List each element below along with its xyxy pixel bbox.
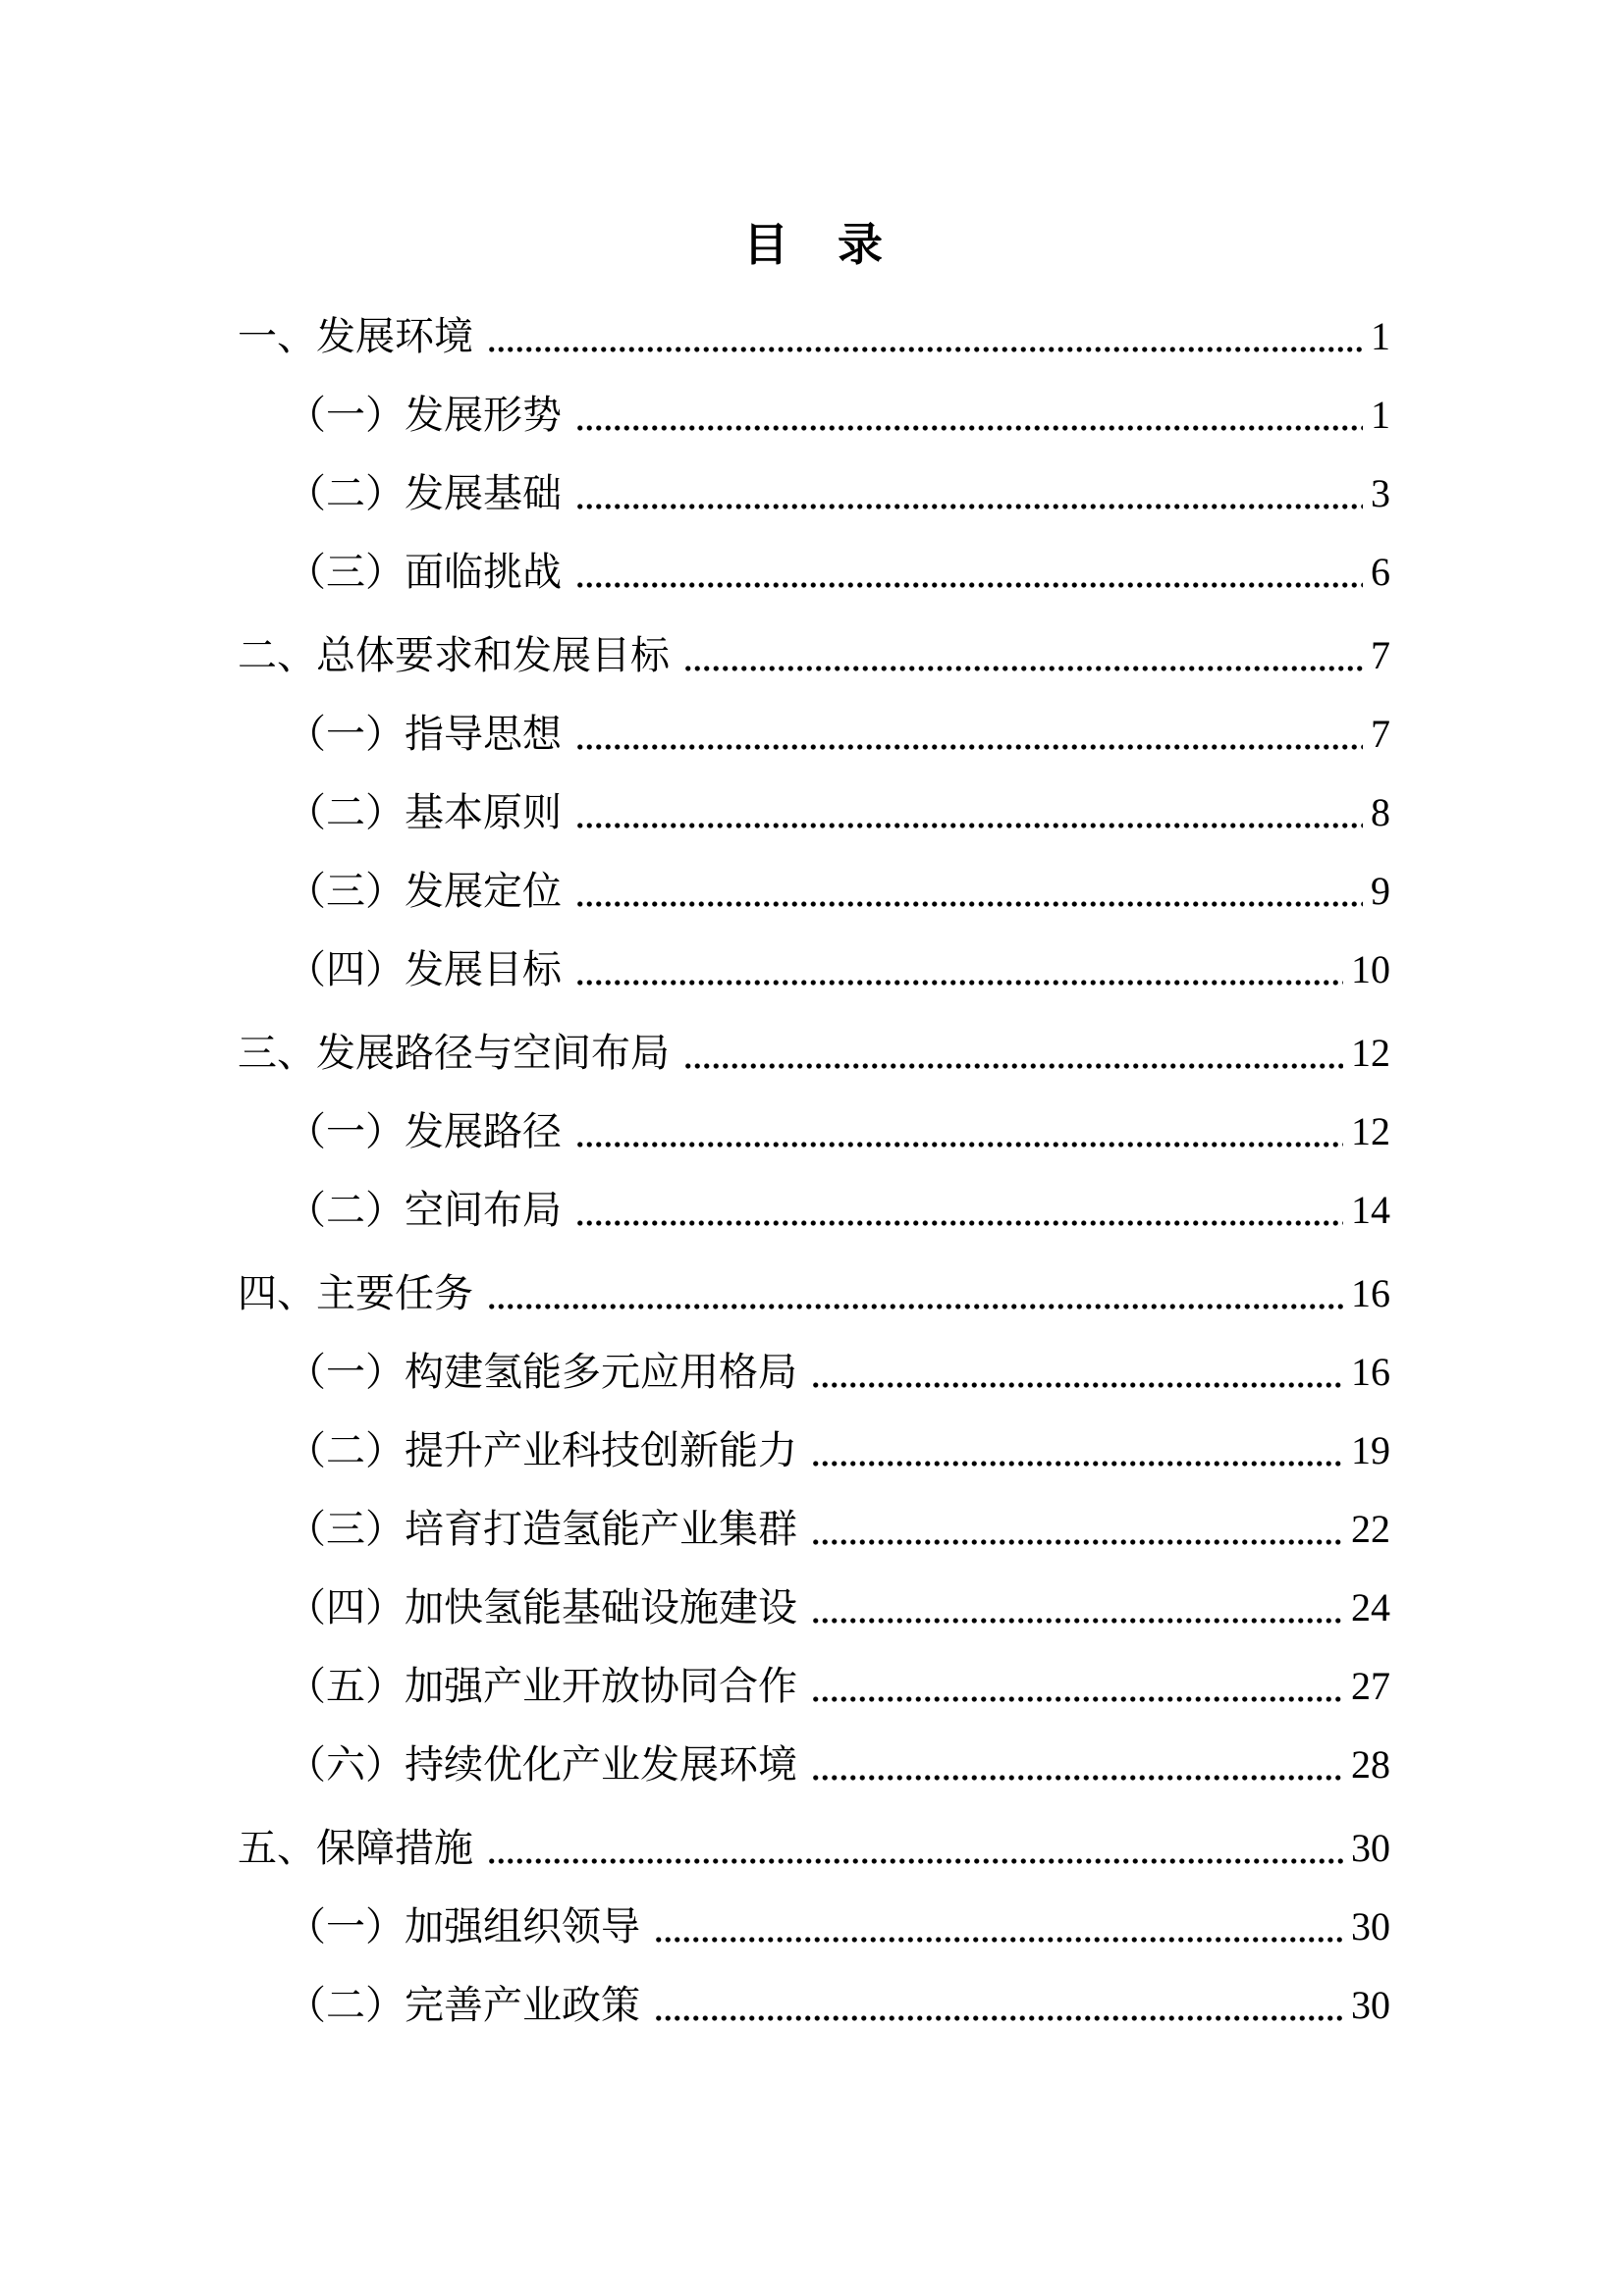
toc-entry-label: （一）发展路径 <box>287 1109 562 1153</box>
dot-leader <box>811 1537 1343 1547</box>
toc-entry[interactable] <box>238 1888 1390 1966</box>
toc-entry-page: 7 <box>1371 712 1390 756</box>
toc-entry[interactable] <box>238 1255 1390 1333</box>
toc-entry-label: （一）加强组织领导 <box>287 1904 640 1949</box>
dot-leader <box>811 1616 1343 1626</box>
toc-list <box>238 297 1390 2045</box>
toc-entry-page: 1 <box>1371 393 1390 437</box>
toc-entry[interactable] <box>238 1093 1390 1171</box>
dot-leader <box>575 1218 1343 1228</box>
toc-entry-page: 6 <box>1371 550 1390 594</box>
dot-leader <box>811 1380 1343 1390</box>
toc-entry-page: 30 <box>1351 1904 1390 1949</box>
toc-entry-label: （二）提升产业科技创新能力 <box>287 1428 797 1472</box>
toc-entry[interactable] <box>238 1333 1390 1412</box>
toc-entry-label: （三）面临挑战 <box>287 550 562 594</box>
dot-leader <box>575 502 1363 511</box>
toc-entry[interactable] <box>238 695 1390 774</box>
toc-entry[interactable] <box>238 931 1390 1009</box>
dot-leader <box>575 742 1363 752</box>
toc-entry[interactable] <box>238 1809 1390 1888</box>
toc-entry[interactable] <box>238 1569 1390 1647</box>
toc-entry-label: （二）基本原则 <box>287 790 562 834</box>
dot-leader <box>683 1061 1343 1071</box>
toc-entry-page: 3 <box>1371 471 1390 515</box>
dot-leader <box>575 580 1363 590</box>
toc-entry-page: 8 <box>1371 790 1390 834</box>
toc-entry[interactable] <box>238 1966 1390 2045</box>
dot-leader <box>811 1694 1343 1704</box>
toc-entry-label: （六）持续优化产业发展环境 <box>287 1742 797 1787</box>
toc-entry-page: 14 <box>1351 1188 1390 1232</box>
toc-entry[interactable] <box>238 533 1390 612</box>
toc-entry[interactable] <box>238 774 1390 852</box>
dot-leader <box>575 821 1363 830</box>
toc-entry-page: 1 <box>1371 314 1390 358</box>
toc-entry-page: 30 <box>1351 1983 1390 2027</box>
toc-entry-page: 30 <box>1351 1826 1390 1870</box>
dot-leader <box>487 345 1363 354</box>
toc-entry-page: 24 <box>1351 1585 1390 1629</box>
toc-entry-label: （四）发展目标 <box>287 947 562 991</box>
toc-entry-label: （一）发展形势 <box>287 393 562 437</box>
toc-entry[interactable] <box>238 852 1390 931</box>
toc-entry[interactable] <box>238 1171 1390 1250</box>
dot-leader <box>575 899 1363 909</box>
dot-leader <box>811 1459 1343 1468</box>
toc-entry[interactable] <box>238 1412 1390 1490</box>
toc-entry[interactable] <box>238 297 1390 376</box>
toc-entry-page: 10 <box>1351 947 1390 991</box>
toc-entry-page: 28 <box>1351 1742 1390 1787</box>
toc-entry-label: （三）培育打造氢能产业集群 <box>287 1507 797 1551</box>
dot-leader <box>683 664 1363 673</box>
toc-entry-label: （四）加快氢能基础设施建设 <box>287 1585 797 1629</box>
toc-entry-label: 四、主要任务 <box>238 1271 473 1315</box>
toc-entry-page: 19 <box>1351 1428 1390 1472</box>
toc-entry-label: （二）空间布局 <box>287 1188 562 1232</box>
toc-entry-label: （二）完善产业政策 <box>287 1983 640 2027</box>
toc-entry-page: 16 <box>1351 1271 1390 1315</box>
dot-leader <box>487 1302 1343 1311</box>
toc-entry[interactable] <box>238 1647 1390 1726</box>
dot-leader <box>575 423 1363 433</box>
toc-title: 目 录 <box>743 220 885 270</box>
toc-entry-page: 7 <box>1371 633 1390 677</box>
toc-entry[interactable] <box>238 1726 1390 1804</box>
toc-entry-label: （五）加强产业开放协同合作 <box>287 1664 797 1708</box>
toc-entry-label: （三）发展定位 <box>287 869 562 913</box>
toc-entry[interactable] <box>238 1014 1390 1093</box>
toc-entry-label: 二、总体要求和发展目标 <box>238 633 670 677</box>
dot-leader <box>811 1773 1343 1783</box>
toc-entry-label: （二）发展基础 <box>287 471 562 515</box>
toc-entry-label: （一）指导思想 <box>287 712 562 756</box>
toc-entry-label: 一、发展环境 <box>238 314 473 358</box>
toc-entry-page: 12 <box>1351 1031 1390 1075</box>
toc-entry-page: 27 <box>1351 1664 1390 1708</box>
toc-entry-page: 22 <box>1351 1507 1390 1551</box>
toc-entry[interactable] <box>238 1490 1390 1569</box>
dot-leader <box>575 978 1343 988</box>
toc-entry-page: 9 <box>1371 869 1390 913</box>
toc-entry[interactable] <box>238 376 1390 454</box>
dot-leader <box>654 1935 1343 1945</box>
toc-entry-page: 12 <box>1351 1109 1390 1153</box>
toc-entry-label: 三、发展路径与空间布局 <box>238 1031 670 1075</box>
toc-entry-page: 16 <box>1351 1350 1390 1394</box>
dot-leader <box>487 1856 1343 1866</box>
toc-entry-label: （一）构建氢能多元应用格局 <box>287 1350 797 1394</box>
toc-entry[interactable] <box>238 454 1390 533</box>
toc-entry[interactable] <box>238 616 1390 695</box>
dot-leader <box>654 2013 1343 2023</box>
toc-entry-label: 五、保障措施 <box>238 1826 473 1870</box>
dot-leader <box>575 1140 1343 1149</box>
